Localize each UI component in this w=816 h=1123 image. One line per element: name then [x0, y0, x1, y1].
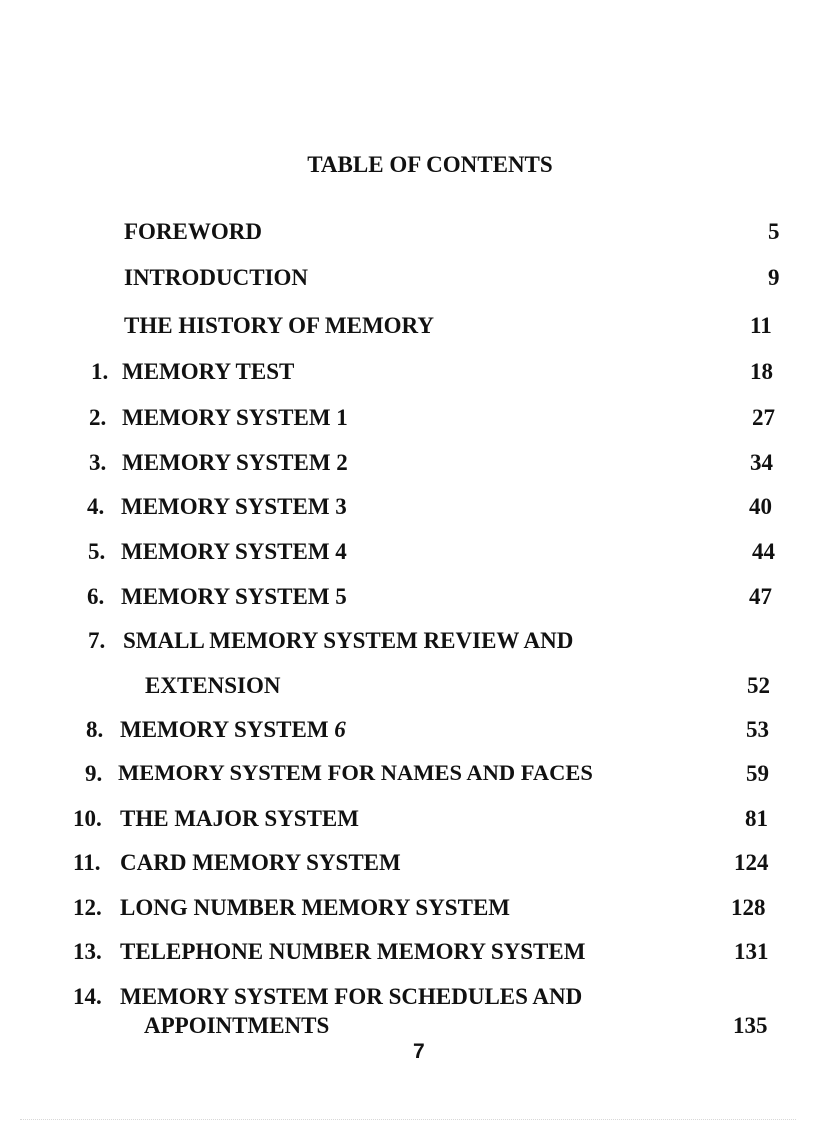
toc-entry-number: 10.	[73, 806, 102, 831]
toc-entry-page: 34	[750, 450, 773, 475]
toc-entry-title: INTRODUCTION	[124, 265, 309, 290]
toc-entry-title-continued: EXTENSION	[145, 673, 281, 698]
toc-entry-title: MEMORY TEST	[122, 359, 295, 384]
toc-entry-page: 52	[747, 673, 770, 698]
toc-entry-title: MEMORY SYSTEM 2	[122, 450, 348, 475]
toc-entry-title	[120, 718, 346, 741]
toc-entry-page: 44	[752, 539, 775, 564]
toc-entry-title: LONG NUMBER MEMORY SYSTEM	[120, 895, 510, 920]
toc-entry-title: TELEPHONE NUMBER MEMORY SYSTEM	[120, 939, 586, 964]
toc-entry-number: 7.	[88, 628, 106, 653]
toc-entry-number: 12.	[73, 895, 102, 920]
toc-entry-page: 11	[750, 313, 772, 338]
toc-entry-number: 6.	[87, 584, 105, 609]
toc-entry-page: 53	[746, 717, 769, 742]
toc-entry-page: 124	[734, 850, 769, 875]
toc-entry-title-continued: APPOINTMENTS	[144, 1013, 330, 1038]
toc-entry-title: THE MAJOR SYSTEM	[120, 806, 359, 831]
toc-entry-page: 128	[731, 895, 766, 920]
toc-entry-title: MEMORY SYSTEM FOR SCHEDULES AND	[120, 984, 583, 1009]
toc-entry-page: 135	[733, 1013, 768, 1038]
toc-entry-title-italic: 6	[334, 717, 346, 742]
toc-entry-number: 3.	[89, 450, 107, 475]
toc-entry-title: MEMORY SYSTEM 5	[121, 584, 347, 609]
toc-entry-page: 81	[745, 806, 768, 831]
toc-entry-number: 5.	[88, 539, 106, 564]
toc-entry-page: 59	[746, 761, 769, 786]
page-number: 7	[413, 1040, 425, 1063]
toc-entry-page: 47	[749, 584, 772, 609]
toc-entry-title: MEMORY SYSTEM 4	[121, 539, 347, 564]
toc-entry-page: 40	[749, 494, 772, 519]
toc-entry-number: 4.	[87, 494, 105, 519]
toc-entry-title: CARD MEMORY SYSTEM	[120, 850, 401, 875]
toc-entry-page: 18	[750, 359, 773, 384]
toc-entry-page: 5	[768, 219, 780, 244]
toc-entry-number: 13.	[73, 939, 102, 964]
toc-entry-page: 131	[734, 939, 769, 964]
toc-entry-title: SMALL MEMORY SYSTEM REVIEW AND	[123, 628, 574, 653]
toc-entry-number: 11.	[73, 850, 101, 875]
toc-entry-page: 9	[768, 265, 780, 290]
toc-entry-title: FOREWORD	[124, 219, 262, 244]
bottom-divider	[20, 1119, 796, 1120]
toc-entry-number: 8.	[86, 717, 104, 742]
toc-entry-number: 9.	[85, 761, 103, 786]
toc-entry-title: MEMORY SYSTEM FOR NAMES AND FACES	[118, 760, 593, 785]
toc-entry-number: 14.	[73, 984, 102, 1009]
toc-entry-title: THE HISTORY OF MEMORY	[124, 313, 434, 338]
toc-entry-title-text: MEMORY SYSTEM	[120, 717, 329, 742]
toc-entry-title: MEMORY SYSTEM 1	[122, 405, 348, 430]
toc-entry-title: MEMORY SYSTEM 3	[121, 494, 347, 519]
toc-entry-number: 1.	[91, 359, 109, 384]
toc-entry-page: 27	[752, 405, 775, 430]
page-title: TABLE OF CONTENTS	[307, 152, 553, 177]
toc-entry-number: 2.	[89, 405, 107, 430]
